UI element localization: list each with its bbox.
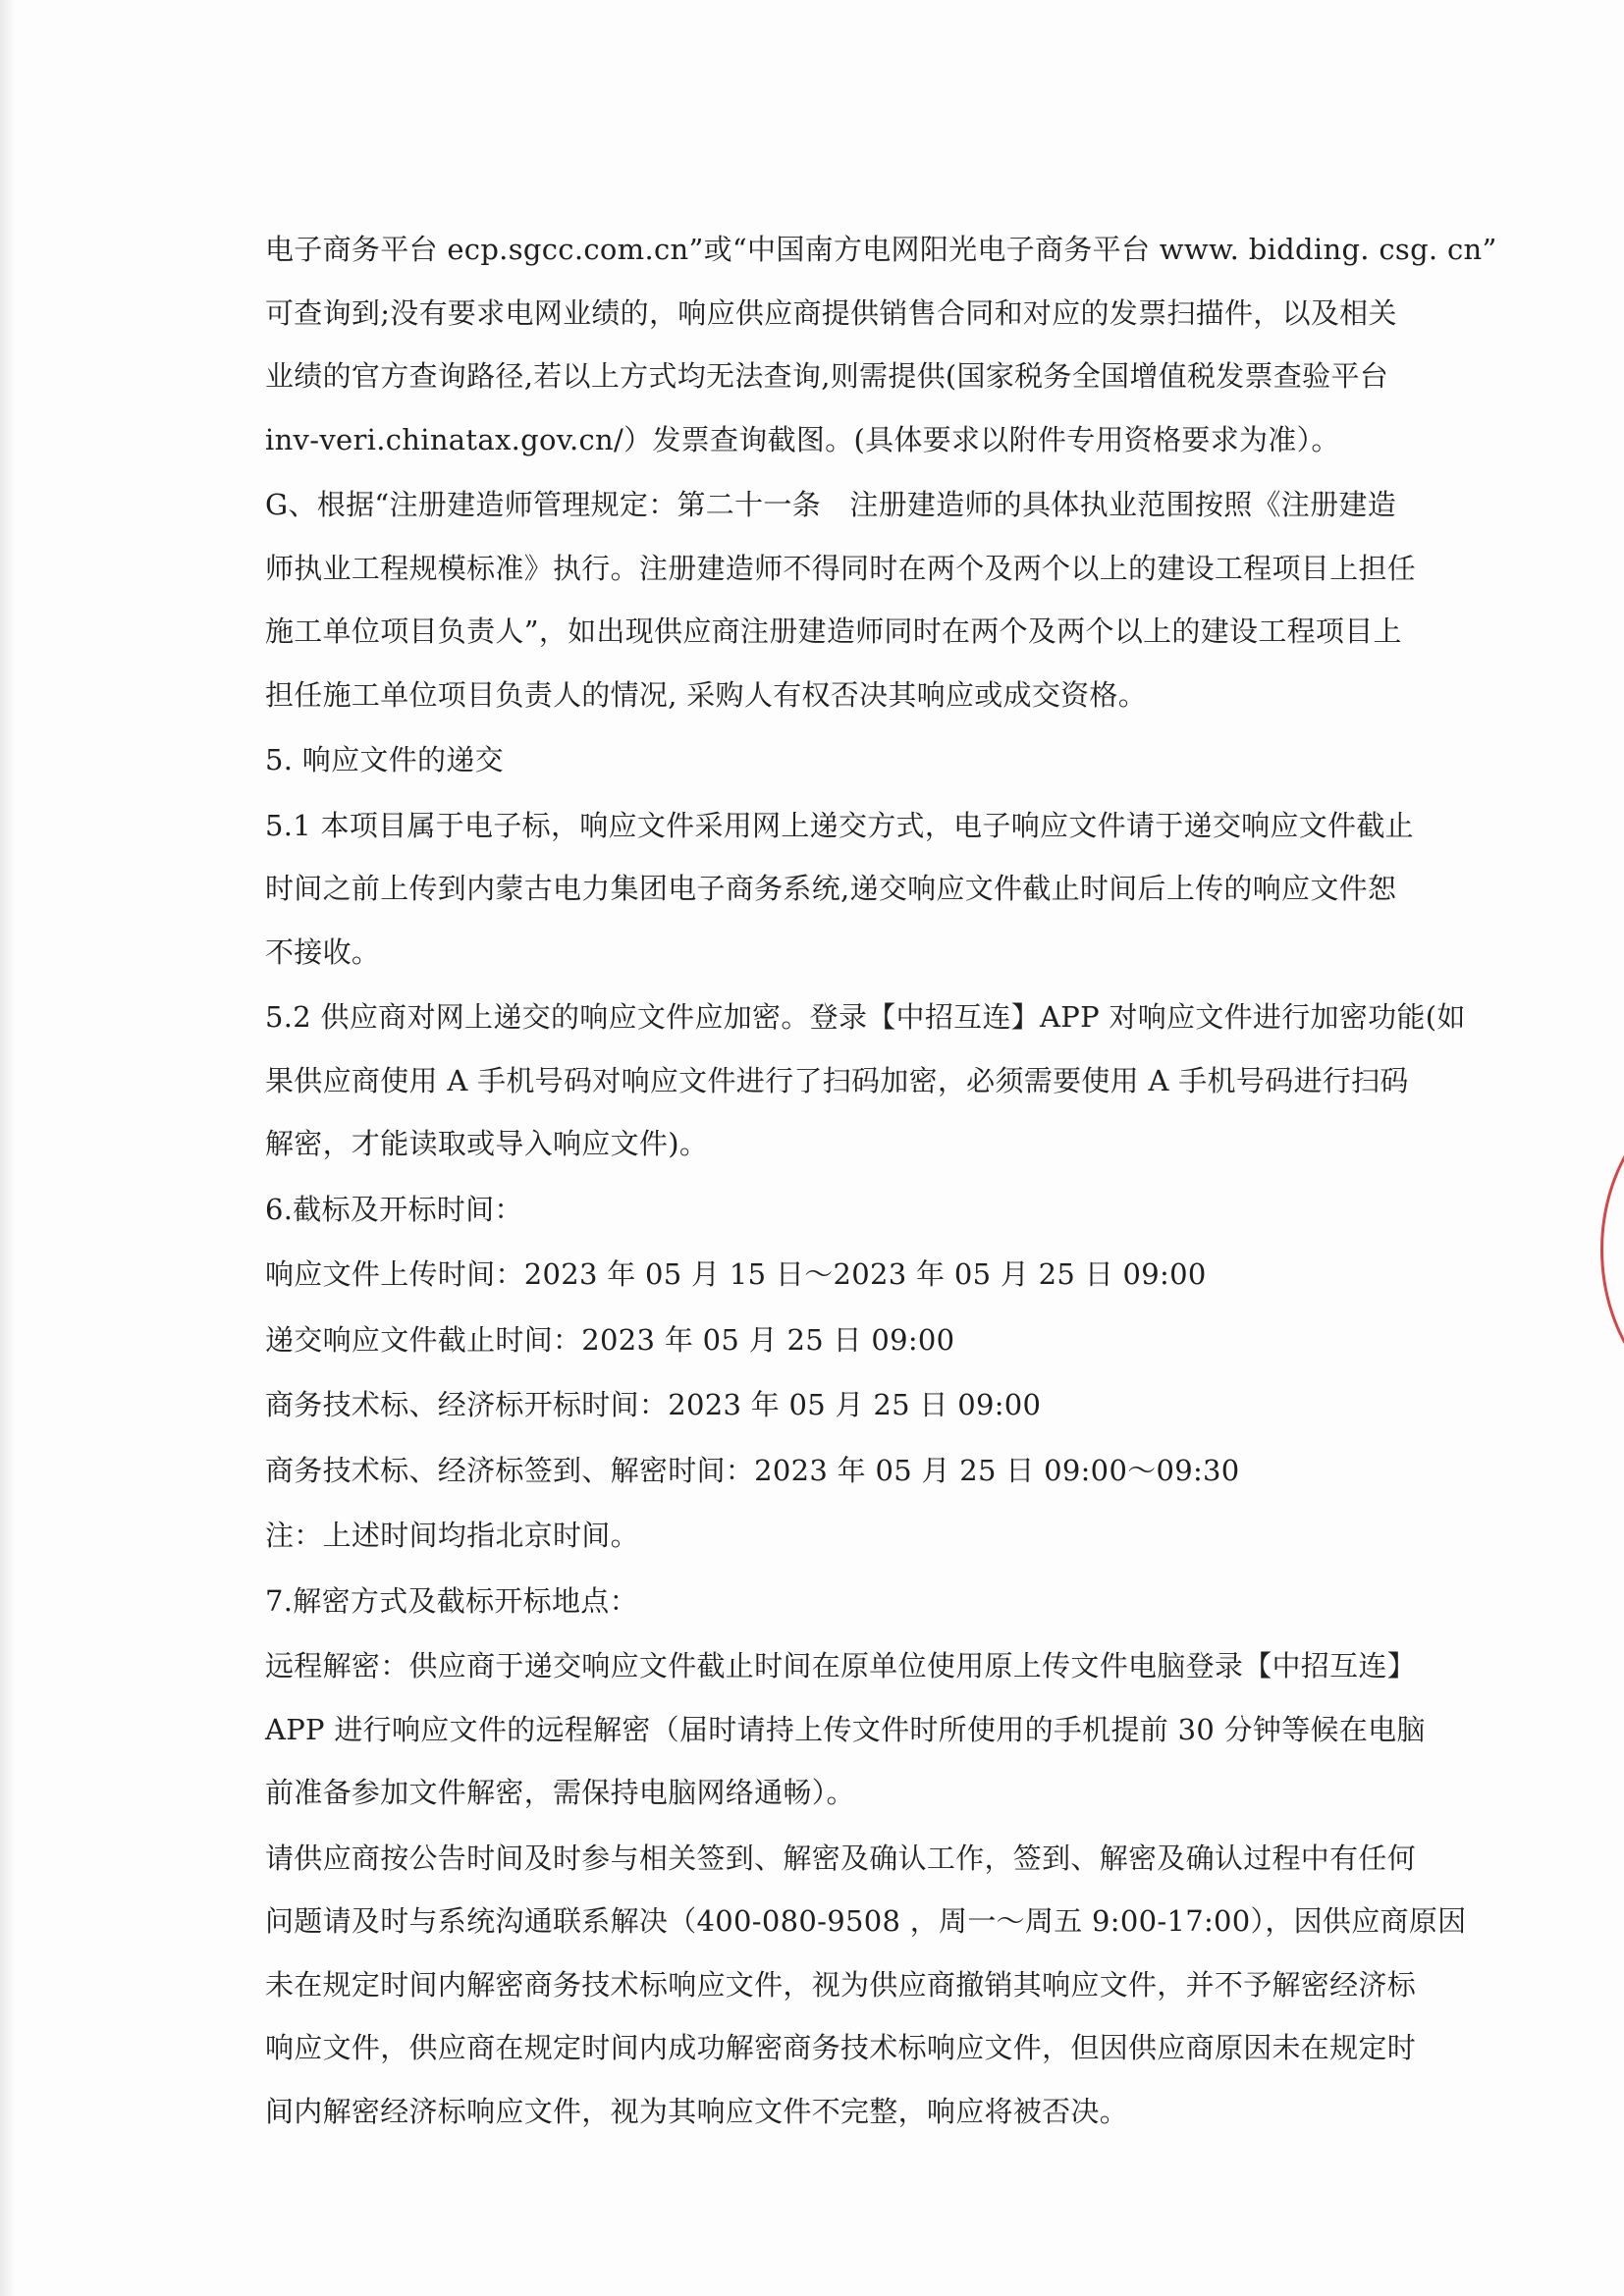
time-opening: 商务技术标、经济标开标时间：2023 年 05 月 25 日 09:00 [265,1388,1042,1421]
paragraph-constructor-rule [265,473,1417,726]
text-line: APP 进行响应文件的远程解密（届时请持上传文件时所使用的手机提前 30 分钟等候在电脑 [265,1712,1426,1746]
time-upload: 响应文件上传时间：2023 年 05 月 15 日～2023 年 05 月 25 日 09:00 [265,1257,1207,1291]
document-body [265,218,1497,2145]
text-line: inv-veri.chinatax.gov.cn/）发票查询截图。(具体要求以附件专用资格要求为准）。 [265,422,1340,456]
final-paragraph [265,1827,1467,2144]
time-decrypt: 商务技术标、经济标签到、解密时间：2023 年 05 月 25 日 09:00～09:30 [265,1453,1240,1487]
text-line: 5.2 供应商对网上递交的响应文件应加密。登录【中招互连】APP 对响应文件进行加密功能(如 [265,1000,1466,1034]
text-line: 果供应商使用 A 手机号码对响应文件进行了扫码加密，必须需要使用 A 手机号码进行扫码 [265,1063,1409,1097]
text-line: 可查询到;没有要求电网业绩的，响应供应商提供销售合同和对应的发票扫描件，以及相关 [265,295,1397,330]
section-5-2 [265,986,1466,1176]
text-line: 解密，才能读取或导入响应文件)。 [265,1127,709,1160]
section-5-heading: 5. 响应文件的递交 [265,743,504,776]
text-line: 电子商务平台 ecp.sgcc.com.cn”或“中国南方电网阳光电子商务平台 www. bidding. csg. cn” [265,233,1497,266]
text-line: 时间之前上传到内蒙古电力集团电子商务系统,递交响应文件截止时间后上传的响应文件恕 [265,872,1397,905]
text-line: 前准备参加文件解密，需保持电脑网络通畅）。 [265,1776,855,1809]
text-line: 业绩的官方查询路径,若以上方式均无法查询,则需提供(国家税务全国增值税发票查验平台 [265,359,1389,393]
section-5-1 [265,794,1414,985]
text-line: 不接收。 [265,934,381,969]
scan-edge-shadow [0,0,14,2296]
red-seal-fragment [1597,1085,1624,1409]
paragraph-performance-query [265,218,1497,471]
text-line: 请供应商按公告时间及时参与相关签到、解密及确认工作，签到、解密及确认过程中有任何 [265,1841,1417,1875]
text-line: G、根据“注册建造师管理规定：第二十一条 注册建造师的具体执业范围按照《注册建造 [265,488,1396,521]
text-line: 5.1 本项目属于电子标，响应文件采用网上递交方式，电子响应文件请于递交响应文件截止 [265,808,1414,842]
time-deadline: 递交响应文件截止时间：2023 年 05 月 25 日 09:00 [265,1322,955,1357]
section-7-heading: 7.解密方式及截标开标地点： [265,1583,638,1618]
remote-decrypt [265,1634,1426,1825]
time-note: 注：上述时间均指北京时间。 [265,1519,639,1552]
text-line: 担任施工单位项目负责人的情况, 采购人有权否决其响应或成交资格。 [265,677,1148,712]
text-line: 间内解密经济标响应文件，视为其响应文件不完整，响应将被否决。 [265,2094,1129,2128]
section-6-heading: 6.截标及开标时间： [265,1192,523,1226]
text-line: 施工单位项目负责人”，如出现供应商注册建造师同时在两个及两个以上的建设工程项目上 [265,614,1402,648]
text-line: 远程解密：供应商于递交响应文件截止时间在原单位使用原上传文件电脑登录【中招互连】 [265,1649,1417,1682]
text-line: 问题请及时与系统沟通联系解决（400-080-9508 ，周一～周五 9:00-17:00），因供应商原因 [265,1904,1467,1938]
text-line: 响应文件，供应商在规定时间内成功解密商务技术标响应文件，但因供应商原因未在规定时 [265,2031,1417,2064]
text-line: 师执业工程规模标准》执行。注册建造师不得同时在两个及两个以上的建设工程项目上担任 [265,551,1417,585]
text-line: 未在规定时间内解密商务技术标响应文件，视为供应商撤销其响应文件，并不予解密经济标 [265,1967,1417,2002]
